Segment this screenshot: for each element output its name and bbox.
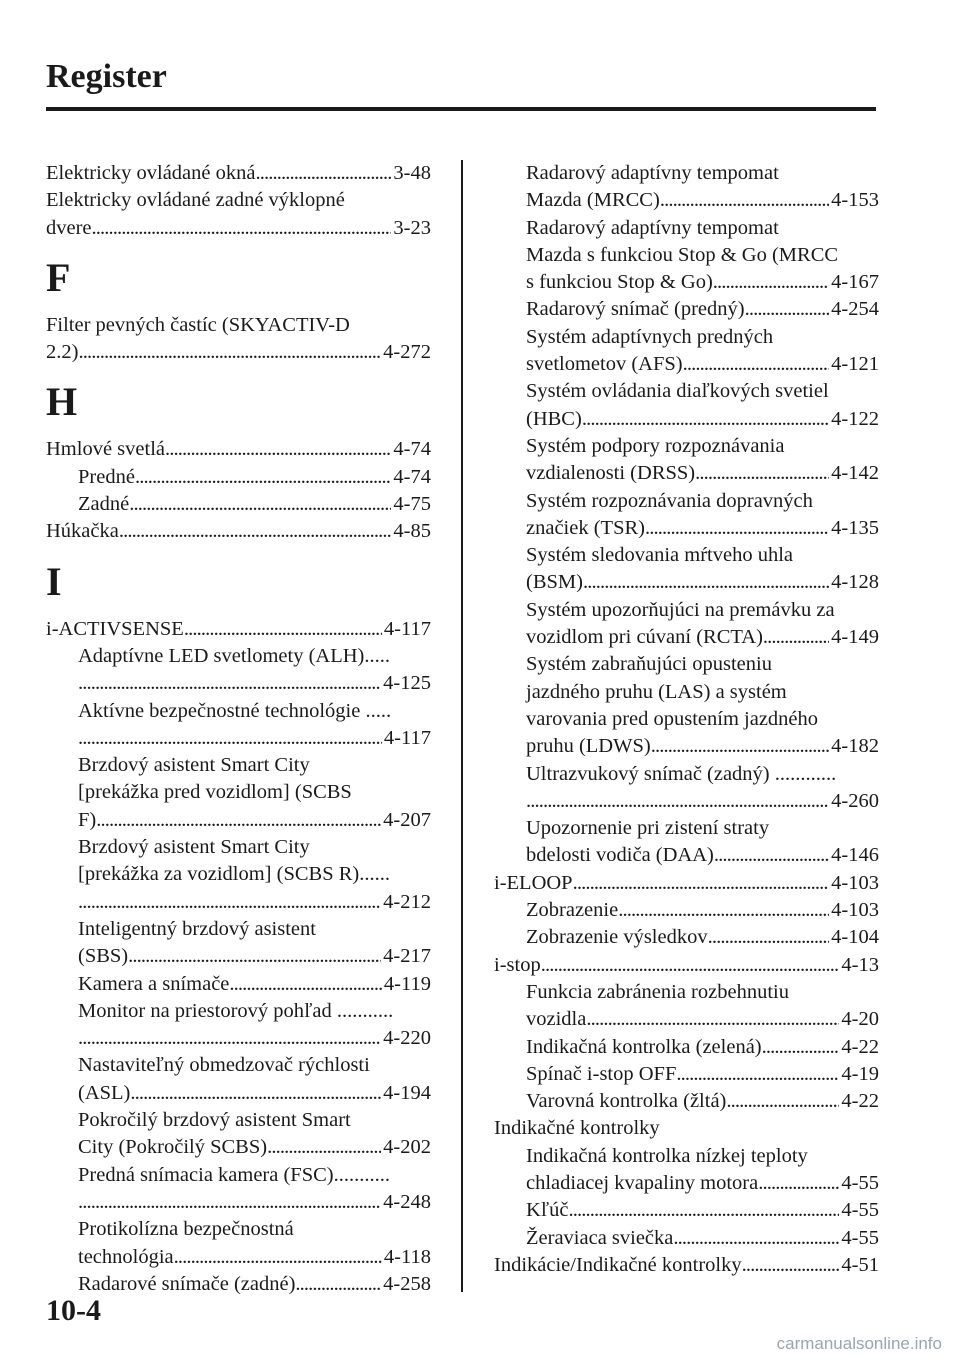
entry-text: Spínač i-stop OFF	[526, 1062, 677, 1085]
entry-text: technológia	[78, 1245, 174, 1268]
entry-text: Zadné	[78, 493, 130, 516]
index-subentry	[494, 1197, 879, 1224]
entry-page-ref: 4-207	[383, 808, 431, 831]
index-subentry	[494, 1006, 879, 1033]
entry-text: Indikačná kontrolka nízkej teploty	[526, 1144, 808, 1167]
entry-page-ref: 4-74	[393, 465, 431, 488]
index-subentry	[494, 378, 879, 405]
index-subentry	[494, 515, 879, 542]
index-subentry	[46, 643, 431, 670]
entry-text: Varovná kontrolka (žltá)	[526, 1090, 727, 1113]
dot-leader	[695, 460, 829, 487]
index-subentry	[46, 491, 431, 518]
entry-text: Radarový adaptívny tempomat	[526, 216, 779, 239]
index-subentry	[46, 1271, 431, 1298]
entry-text: (SBS)	[78, 945, 129, 968]
entry-page-ref: 4-75	[393, 493, 431, 516]
index-subentry	[494, 406, 879, 433]
dot-leader	[713, 269, 829, 296]
entry-page-ref: 4-117	[383, 617, 431, 640]
entry-text: Protikolízna bezpečnostná	[78, 1218, 294, 1241]
entry-page-ref: 4-202	[383, 1136, 431, 1159]
entry-text: Kľúč	[526, 1199, 569, 1222]
dot-leader	[541, 952, 840, 979]
entry-text: Systém podpory rozpoznávania	[526, 434, 785, 457]
entry-page-ref: 4-22	[841, 1035, 879, 1058]
dot-leader	[267, 1134, 381, 1161]
index-subentry	[494, 460, 879, 487]
index-subentry	[494, 597, 879, 624]
dot-leader	[762, 1034, 840, 1061]
entry-page-ref: 4-272	[383, 341, 431, 364]
index-subentry	[494, 979, 879, 1006]
entry-page-ref: 4-220	[383, 1027, 431, 1050]
dot-leader	[165, 436, 391, 463]
entry-text: Radarový snímač (predný)	[526, 298, 745, 321]
entry-text: značiek (TSR)	[526, 516, 645, 539]
header-rule	[46, 107, 876, 111]
index-subentry	[46, 1025, 431, 1052]
entry-text: Systém sledovania mŕtveho uhla	[526, 544, 794, 567]
entry-page-ref: 4-22	[841, 1090, 879, 1113]
dot-leader	[676, 1061, 839, 1088]
entry-page-ref: 4-194	[383, 1081, 431, 1104]
dot-leader	[742, 1252, 840, 1279]
entry-text: City (Pokročilý SCBS)	[78, 1136, 268, 1159]
dot-leader	[128, 943, 381, 970]
entry-text: (ASL)	[78, 1081, 131, 1104]
index-subentry	[46, 834, 431, 861]
entry-page-ref: 4-153	[831, 189, 879, 212]
entry-text: Mazda (MRCC)	[526, 189, 660, 212]
entry-text: i-ELOOP	[494, 871, 573, 894]
index-subentry	[46, 971, 431, 998]
entry-page-ref: 4-217	[383, 945, 431, 968]
index-subentry	[46, 1244, 431, 1271]
dot-leader	[763, 624, 829, 651]
entry-text: Pokročilý brzdový asistent Smart	[78, 1109, 351, 1132]
index-entry	[494, 1115, 879, 1142]
index-subentry	[494, 815, 879, 842]
entry-page-ref: 4-122	[831, 407, 879, 430]
dot-leader	[92, 215, 392, 242]
dot-leader	[96, 807, 381, 834]
entry-text: 2.2)	[46, 341, 79, 364]
entry-text: Predné	[78, 465, 135, 488]
dot-leader	[583, 569, 829, 596]
index-subentry	[494, 433, 879, 460]
index-subentry	[494, 215, 879, 242]
entry-page-ref: 4-258	[383, 1272, 431, 1295]
index-subentry	[494, 624, 879, 651]
entry-page-ref: 3-48	[393, 162, 431, 184]
dot-leader	[526, 788, 829, 815]
dot-leader	[651, 733, 829, 760]
index-entry	[46, 160, 431, 187]
entry-text: i-ACTIVSENSE	[46, 617, 184, 640]
entry-text: Radarový adaptívny tempomat	[526, 162, 779, 184]
dot-leader	[568, 1197, 839, 1224]
index-entry	[46, 436, 431, 463]
entry-text: (BSM)	[526, 571, 583, 594]
index-subentry	[46, 1189, 431, 1216]
entry-page-ref: 4-149	[831, 626, 879, 649]
dot-leader	[586, 1006, 839, 1033]
index-subentry	[494, 488, 879, 515]
entry-text: chladiacej kvapaliny motora	[526, 1171, 759, 1194]
entry-text: Adaptívne LED svetlomety (ALH).....	[78, 644, 390, 667]
page-number: 10-4	[46, 1294, 101, 1327]
index-subentry	[46, 1162, 431, 1189]
index-entry	[494, 870, 879, 897]
index-subentry	[494, 351, 879, 378]
index-subentry	[494, 1088, 879, 1115]
entry-page-ref: 4-119	[383, 972, 431, 995]
entry-text: Systém upozorňujúci na premávku za	[526, 598, 835, 621]
entry-text: Systém ovládania diaľkových svetiel	[526, 380, 829, 403]
index-subentry	[46, 779, 431, 806]
dot-leader	[618, 897, 829, 924]
entry-text: vozidlom pri cúvaní (RCTA)	[526, 626, 763, 649]
entry-page-ref: 4-167	[831, 271, 879, 294]
entry-page-ref: 4-135	[831, 516, 879, 539]
dot-leader	[229, 971, 382, 998]
entry-text: Elektricky ovládané zadné výklopné	[46, 189, 345, 212]
dot-leader	[683, 351, 830, 378]
index-subentry	[494, 1143, 879, 1170]
index-subentry	[494, 1061, 879, 1088]
dot-leader	[645, 515, 829, 542]
index-subentry	[494, 897, 879, 924]
entry-text: Indikačné kontrolky	[494, 1117, 660, 1140]
index-subentry	[494, 1170, 879, 1197]
index-subentry	[46, 1052, 431, 1079]
dot-leader	[78, 725, 382, 752]
dot-leader	[78, 1189, 381, 1216]
section-letter: H	[46, 379, 78, 425]
entry-page-ref: 4-212	[383, 890, 431, 913]
entry-text: dvere	[46, 216, 92, 239]
entry-text: Brzdový asistent Smart City	[78, 836, 310, 859]
entry-page-ref: 4-248	[383, 1190, 431, 1213]
entry-text: vozidla	[526, 1008, 587, 1031]
index-subentry	[46, 752, 431, 779]
entry-page-ref: 4-146	[831, 844, 879, 867]
entry-text: Nastaviteľný obmedzovač rýchlosti	[78, 1054, 370, 1077]
entry-page-ref: 4-118	[383, 1245, 431, 1268]
entry-text: Mazda s funkciou Stop & Go (MRCC	[526, 243, 839, 266]
entry-text: Filter pevných častíc (SKYACTIV-D	[46, 313, 350, 336]
entry-page-ref: 4-254	[831, 298, 879, 321]
dot-leader	[130, 1080, 381, 1107]
section-letter: F	[46, 254, 71, 300]
index-subentry	[494, 651, 879, 678]
entry-text: Systém zabraňujúci opusteniu	[526, 653, 772, 676]
index-subentry	[46, 725, 431, 752]
entry-text: Hmlové svetlá	[46, 438, 165, 461]
dot-leader	[660, 187, 829, 214]
dot-leader	[174, 1244, 382, 1271]
entry-text: F)	[78, 808, 97, 831]
index-subentry	[494, 788, 879, 815]
entry-text: (HBC)	[526, 407, 582, 430]
entry-page-ref: 4-128	[831, 571, 879, 594]
entry-text: i-stop	[494, 953, 541, 976]
entry-text: Ultrazvukový snímač (zadný) ............	[526, 762, 837, 785]
index-subentry	[46, 1107, 431, 1134]
entry-text: Systém adaptívnych predných	[526, 325, 774, 348]
entry-page-ref: 4-142	[831, 462, 879, 485]
entry-text: Inteligentný brzdový asistent	[78, 917, 316, 940]
dot-leader	[255, 160, 391, 187]
index-subentry	[46, 943, 431, 970]
dot-leader	[129, 491, 391, 518]
index-entry	[494, 1252, 879, 1279]
entry-text: [prekážka za vozidlom] (SCBS R)......	[78, 863, 390, 886]
index-entry	[46, 187, 431, 214]
index-column-left	[46, 160, 431, 1298]
dot-leader	[708, 924, 830, 951]
entry-text: varovania pred opustením jazdného	[526, 707, 819, 730]
index-subentry	[46, 998, 431, 1025]
index-subentry	[46, 1134, 431, 1161]
dot-leader	[582, 406, 829, 433]
index-subentry	[494, 924, 879, 951]
index-subentry	[494, 733, 879, 760]
entry-text: Zobrazenie	[526, 899, 619, 922]
dot-leader	[673, 1225, 839, 1252]
index-subentry	[494, 761, 879, 788]
dot-leader	[78, 889, 381, 916]
index-column-right	[494, 160, 879, 1279]
index-subentry	[46, 807, 431, 834]
entry-page-ref: 4-13	[841, 953, 879, 976]
entry-page-ref: 4-125	[383, 672, 431, 695]
dot-leader	[758, 1170, 839, 1197]
index-entry	[46, 518, 431, 545]
index-subentry	[46, 916, 431, 943]
index-subentry	[494, 679, 879, 706]
index-subentry	[46, 464, 431, 491]
dot-leader	[135, 464, 391, 491]
entry-page-ref: 4-55	[841, 1199, 879, 1222]
dot-leader	[714, 842, 829, 869]
index-subentry	[494, 269, 879, 296]
index-entry	[46, 616, 431, 643]
entry-page-ref: 4-20	[841, 1008, 879, 1031]
entry-text: Húkačka	[46, 520, 119, 543]
entry-text: Systém rozpoznávania dopravných	[526, 489, 813, 512]
index-subentry	[494, 242, 879, 269]
entry-text: Radarové snímače (zadné)	[78, 1272, 296, 1295]
watermark: carmanualsonline.info	[776, 1334, 942, 1353]
entry-text: pruhu (LDWS)	[526, 735, 651, 758]
index-entry	[46, 339, 431, 366]
entry-text: Monitor na priestorový pohľad ...........	[78, 999, 394, 1022]
index-subentry	[494, 187, 879, 214]
entry-text: Aktívne bezpečnostné technológie .....	[78, 699, 392, 722]
index-subentry	[46, 889, 431, 916]
entry-text: Indikácie/Indikačné kontrolky	[494, 1253, 742, 1276]
entry-text: Indikačná kontrolka (zelená)	[526, 1035, 762, 1058]
entry-page-ref: 4-182	[831, 735, 879, 758]
entry-page-ref: 4-55	[841, 1226, 879, 1249]
dot-leader	[78, 1025, 381, 1052]
entry-text: jazdného pruhu (LAS) a systém	[526, 680, 787, 703]
index-subentry	[494, 324, 879, 351]
entry-text: s funkciou Stop & Go)	[526, 271, 713, 294]
entry-page-ref: 4-19	[841, 1062, 879, 1085]
entry-page-ref: 4-104	[831, 926, 879, 949]
entry-text: [prekážka pred vozidlom] (SCBS	[78, 781, 352, 804]
index-subentry	[46, 670, 431, 697]
entry-page-ref: 4-103	[831, 899, 879, 922]
entry-page-ref: 4-74	[393, 438, 431, 461]
index-subentry	[46, 698, 431, 725]
entry-text: Upozornenie pri zistení straty	[526, 817, 770, 840]
index-subentry	[494, 842, 879, 869]
index-subentry	[494, 160, 879, 187]
entry-text: vzdialenosti (DRSS)	[526, 462, 696, 485]
dot-leader	[295, 1271, 381, 1298]
entry-page-ref: 4-55	[841, 1171, 879, 1194]
section-letter: I	[46, 558, 62, 604]
column-divider	[461, 160, 463, 1292]
entry-page-ref: 4-121	[831, 353, 879, 376]
entry-page-ref: 3-23	[393, 216, 431, 239]
entry-page-ref: 4-85	[393, 520, 431, 543]
dot-leader	[119, 518, 392, 545]
index-subentry	[46, 1080, 431, 1107]
entry-text: Predná snímacia kamera (FSC)...........	[78, 1163, 390, 1186]
entry-page-ref: 4-260	[831, 789, 879, 812]
entry-text: Funkcia zabránenia rozbehnutiu	[526, 980, 789, 1003]
entry-page-ref: 4-117	[383, 726, 431, 749]
entry-text: bdelosti vodiča (DAA)	[526, 844, 714, 867]
index-subentry	[494, 542, 879, 569]
dot-leader	[78, 339, 381, 366]
dot-leader	[184, 616, 382, 643]
index-subentry	[494, 1225, 879, 1252]
dot-leader	[745, 296, 830, 323]
index-subentry	[46, 861, 431, 888]
index-subentry	[494, 569, 879, 596]
page-header-title: Register	[46, 58, 167, 95]
index-subentry	[494, 296, 879, 323]
entry-page-ref: 4-103	[831, 871, 879, 894]
entry-text: Žeraviaca sviečka	[526, 1226, 674, 1249]
entry-text: Elektricky ovládané okná	[46, 162, 256, 184]
entry-text: svetlometov (AFS)	[526, 353, 683, 376]
entry-text: Brzdový asistent Smart City	[78, 754, 310, 777]
index-subentry	[46, 1216, 431, 1243]
index-entry	[46, 312, 431, 339]
entry-page-ref: 4-51	[841, 1253, 879, 1276]
index-entry	[494, 952, 879, 979]
index-subentry	[494, 706, 879, 733]
index-subentry	[494, 1034, 879, 1061]
dot-leader	[726, 1088, 839, 1115]
entry-text: Kamera a snímače	[78, 972, 230, 995]
index-entry	[46, 215, 431, 242]
dot-leader	[573, 870, 830, 897]
dot-leader	[78, 670, 381, 697]
entry-text: Zobrazenie výsledkov	[526, 926, 708, 949]
